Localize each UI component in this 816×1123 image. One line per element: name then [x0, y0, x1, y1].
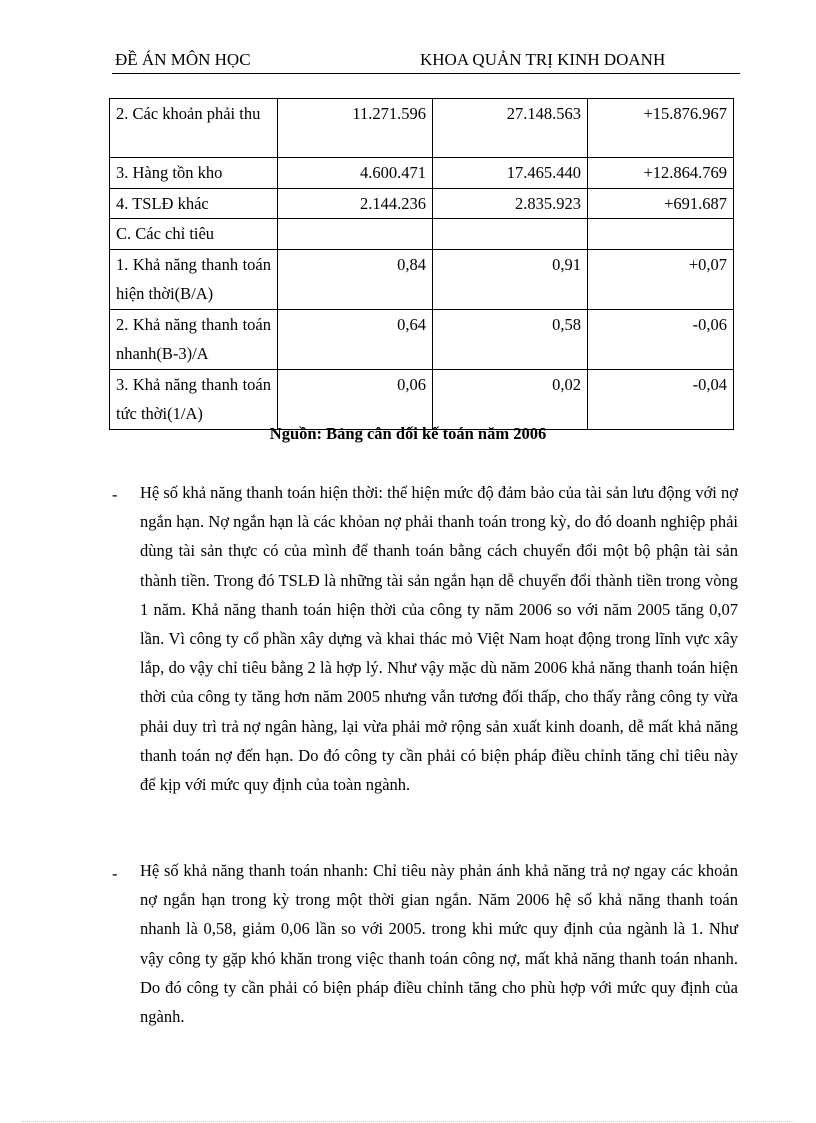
value-change: +12.864.769 [588, 158, 734, 189]
value-2005: 0,06 [278, 369, 433, 429]
value-2005: 0,64 [278, 309, 433, 369]
row-label: 4. TSLĐ khác [110, 188, 278, 219]
value-change: +691.687 [588, 188, 734, 219]
row-label: 1. Khả năng thanh toán hiện thời(B/A) [110, 249, 278, 309]
value-change: +15.876.967 [588, 99, 734, 158]
value-change: +0,07 [588, 249, 734, 309]
table-source-caption: Nguồn: Bảng cân đối kế toán năm 2006 [269, 424, 547, 443]
value-2005: 11.271.596 [278, 99, 433, 158]
table-row [110, 99, 734, 158]
row-label: 3. Khả năng thanh toán tức thời(1/A) [110, 369, 278, 429]
row-label: 2. Khả năng thanh toán nhanh(B-3)/A [110, 309, 278, 369]
table-row [110, 219, 734, 250]
value-change: -0,04 [588, 369, 734, 429]
page-bottom-divider [22, 1121, 794, 1122]
paragraph-current-ratio: Hệ số khả năng thanh toán hiện thời: thể hiện mức độ đảm bảo của tài sản lưu động với nợ ngắn hạn. Nợ ngắn hạn là các khỏan nợ phải thanh toán trong kỳ, do đó doanh nghiệp phải dùng tài sản thực có của mình để thanh toán bằng cách chuyển đổi một bộ phận tài sản thành tiền. Trong đó TSLĐ là những tài sản ngắn hạn dễ chuyển đổi thành tiền trong vòng 1 năm. Khả năng thanh toán hiện thời của công ty năm 2006 so với năm 2005 tăng 0,07 lần. Vì công ty cổ phần xây dựng và khai thác mỏ Việt Nam hoạt động trong lĩnh vực xây lắp, do vậy chỉ tiêu bằng 2 là hợp lý. Như vậy mặc dù năm 2006 khả năng thanh toán hiện thời của công ty tăng hơn năm 2005 nhưng vẫn tương đối thấp, cho thấy rằng công ty vừa phải duy trì trả nợ ngân hàng, lại vừa phải mở rộng sản xuất kinh doanh, dễ mất khả năng thanh toán nợ đến hạn. Do đó công ty cần phải có biện pháp điều chỉnh tăng chỉ tiêu này để kịp với mức quy định của toàn ngành. [140, 483, 738, 795]
table-row [110, 158, 734, 189]
header-course-title: ĐỀ ÁN MÔN HỌC [115, 50, 251, 69]
value-2005: 2.144.236 [278, 188, 433, 219]
value-2006: 0,91 [433, 249, 588, 309]
paragraph-quick-ratio: Hệ số khả năng thanh toán nhanh: Chỉ tiêu này phản ánh khả năng trả nợ ngay các khoản nợ ngắn hạn trong kỳ trong một thời gian ngắn. Năm 2006 hệ số khả năng thanh toán nhanh là 0,58, giảm 0,06 lần so với 2005. trong khi mức quy định của ngành là 1. Như vậy công ty gặp khó khăn trong việc thanh toán công nợ, mất khả năng thanh toán nhanh. Do đó công ty cần phải có biện pháp điều chỉnh tăng cho phù hợp với mức quy định của ngành. [140, 861, 738, 1027]
liquidity-table [109, 98, 734, 430]
value-2006 [433, 219, 588, 250]
value-2006: 17.465.440 [433, 158, 588, 189]
value-2006: 27.148.563 [433, 99, 588, 158]
value-2006: 2.835.923 [433, 188, 588, 219]
value-2006: 0,02 [433, 369, 588, 429]
value-2005: 0,84 [278, 249, 433, 309]
value-change [588, 219, 734, 250]
value-2005 [278, 219, 433, 250]
table-row [110, 309, 734, 369]
table-row [110, 249, 734, 309]
value-2005: 4.600.471 [278, 158, 433, 189]
table-row [110, 188, 734, 219]
header-faculty-title: KHOA QUẢN TRỊ KINH DOANH [420, 50, 666, 69]
row-label: 3. Hàng tồn kho [110, 158, 278, 189]
page-header [112, 49, 740, 74]
bullet-marker: - [112, 864, 118, 883]
table-row [110, 369, 734, 429]
row-label: 2. Các khoản phải thu [110, 99, 278, 158]
value-change: -0,06 [588, 309, 734, 369]
bullet-marker: - [112, 485, 118, 504]
value-2006: 0,58 [433, 309, 588, 369]
row-label: C. Các chỉ tiêu [110, 219, 278, 250]
